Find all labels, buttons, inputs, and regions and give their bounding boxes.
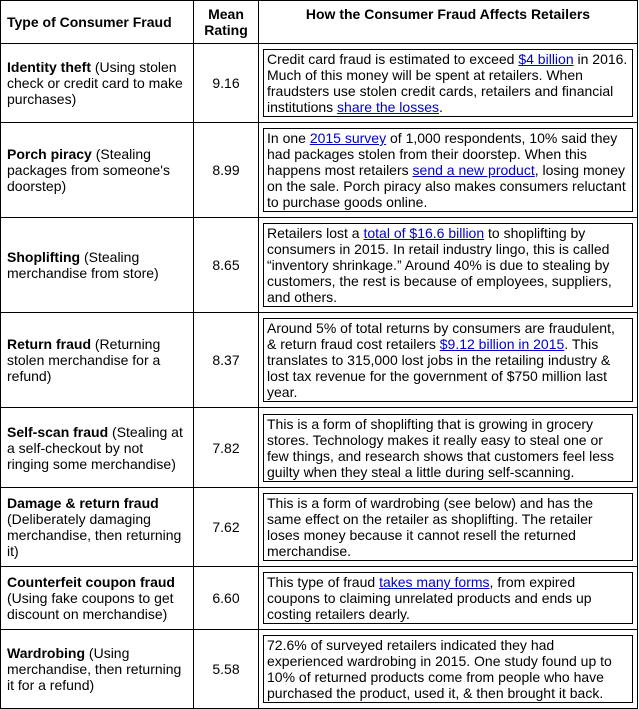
effect-text-segment: of 1,000 respondents, 10% said they had packages stolen from their doorstep. When this happens most retailers (267, 130, 618, 178)
fraud-name: Return fraud (7, 336, 91, 352)
fraud-name: Porch piracy (7, 146, 92, 162)
source-link[interactable]: send a new product (412, 162, 535, 178)
mean-rating-cell: 5.58 (194, 630, 259, 709)
mean-rating-cell: 7.62 (194, 488, 259, 567)
fraud-name: Wardrobing (7, 645, 86, 661)
effect-text-segment: . This translates to 315,000 lost jobs in the retailing industry & lost tax revenue for the government of $750 million last year. (267, 336, 611, 400)
effect-cell (259, 44, 638, 123)
effect-cell (259, 313, 638, 408)
effect-text-segment: , from expired coupons to claiming unrelated products and ends up costing retailers dearly. (267, 574, 592, 622)
effect-text-segment: Around 5% of total returns by consumers are fraudulent, & return fraud cost retailers (267, 320, 615, 352)
effect-text-segment: This is a form of wardrobing (see below) and has the same effect on the retailer as shoplifting. The retailer loses money because it cannot resell the returned merchandise. (267, 495, 594, 559)
fraud-type-cell (1, 567, 194, 630)
source-link[interactable]: share the losses (337, 99, 439, 115)
effect-text-segment: to shoplifting by consumers in 2015. In retail industry lingo, this is called “inventory shrinkage.” Around 40% is due to stealing by customers, the rest is because of employees, suppliers, and others. (267, 225, 612, 305)
effect-text (263, 128, 633, 212)
effect-text-segment: . (439, 99, 443, 115)
source-link[interactable]: 2015 survey (309, 130, 387, 146)
table-row (1, 630, 638, 709)
fraud-detail: (Stealing merchandise from store) (7, 249, 159, 281)
source-link[interactable]: takes many forms (379, 574, 490, 590)
effect-cell (259, 630, 638, 709)
fraud-detail: (Using fake coupons to get discount on merchandise) (7, 590, 174, 622)
mean-rating-cell: 6.60 (194, 567, 259, 630)
table-row (1, 44, 638, 123)
fraud-detail: (Using stolen check or credit card to make purchases) (7, 59, 183, 107)
fraud-type-cell (1, 488, 194, 567)
fraud-detail: (Using merchandise, then returning it for a refund) (7, 645, 182, 693)
effect-cell (259, 123, 638, 218)
effect-text-segment: , losing money on the sale. Porch piracy also makes consumers reluctant to purchase goods online. (267, 162, 626, 210)
fraud-name: Self-scan fraud (7, 423, 109, 440)
header-mean-rating: Mean Rating (194, 1, 259, 44)
effect-text-segment: This type of fraud (267, 574, 380, 590)
effect-text (263, 318, 633, 402)
effect-text-segment: Retailers lost a (267, 225, 364, 241)
effect-text (263, 493, 633, 561)
effect-cell (259, 488, 638, 567)
source-link[interactable]: $4 billion (518, 51, 574, 67)
mean-rating-cell: 7.82 (194, 408, 259, 488)
table-row (1, 313, 638, 408)
effect-text (263, 49, 633, 117)
fraud-type-cell (1, 218, 194, 313)
source-link[interactable]: $9.12 billion in 2015 (439, 336, 565, 352)
mean-rating-cell: 8.37 (194, 313, 259, 408)
table-row (1, 567, 638, 630)
fraud-name: Damage & return fraud (7, 495, 159, 511)
table-row (1, 408, 638, 488)
header-fraud-type: Type of Consumer Fraud (1, 1, 194, 44)
effect-cell (259, 408, 638, 488)
fraud-type-cell (1, 313, 194, 408)
effect-text-segment: Credit card fraud is estimated to exceed (267, 51, 519, 67)
header-effect: How the Consumer Fraud Affects Retailers (259, 1, 638, 44)
table-row (1, 218, 638, 313)
table-row (1, 488, 638, 567)
mean-rating-cell: 9.16 (194, 44, 259, 123)
source-link[interactable]: total of $16.6 billion (363, 225, 485, 241)
fraud-name: Shoplifting (7, 249, 81, 265)
fraud-name: Counterfeit coupon fraud (7, 574, 175, 590)
mean-rating-cell: 8.65 (194, 218, 259, 313)
effect-cell (259, 218, 638, 313)
fraud-detail: (Deliberately damaging merchandise, then returning it) (7, 511, 182, 559)
effect-text-segment: 72.6% of surveyed retailers indicated they had experienced wardrobing in 2015. One study found up to 10% of returned products come from people who have purchased the product, used it, & then brought it back. (267, 637, 612, 701)
table-row (1, 123, 638, 218)
fraud-type-cell (1, 44, 194, 123)
effect-text (263, 223, 633, 307)
effect-text-segment: in 2016. Much of this money will be spent at retailers. When fraudsters use stolen credit cards, retailers and financial institutions (267, 51, 628, 115)
effect-text (263, 414, 633, 482)
header-row (1, 1, 638, 44)
fraud-detail: (Stealing packages from someone's doorstep) (7, 146, 170, 194)
fraud-detail: (Stealing at a self-checkout by not ringing some merchandise) (7, 423, 183, 472)
effect-text (263, 572, 633, 624)
fraud-type-cell (1, 408, 194, 488)
effect-text (263, 635, 633, 703)
fraud-type-cell (1, 123, 194, 218)
effect-cell (259, 567, 638, 630)
fraud-name: Identity theft (7, 59, 91, 75)
effect-text-segment: This is a form of shoplifting that is growing in grocery stores. Technology makes it really easy to steal one or few things, and research shows that customers feel less guilty when they steal a little during self-scanning. (267, 415, 615, 480)
mean-rating-cell: 8.99 (194, 123, 259, 218)
fraud-type-cell (1, 630, 194, 709)
effect-text-segment: In one (267, 130, 310, 146)
fraud-detail: (Returning stolen merchandise for a refund) (7, 336, 161, 384)
